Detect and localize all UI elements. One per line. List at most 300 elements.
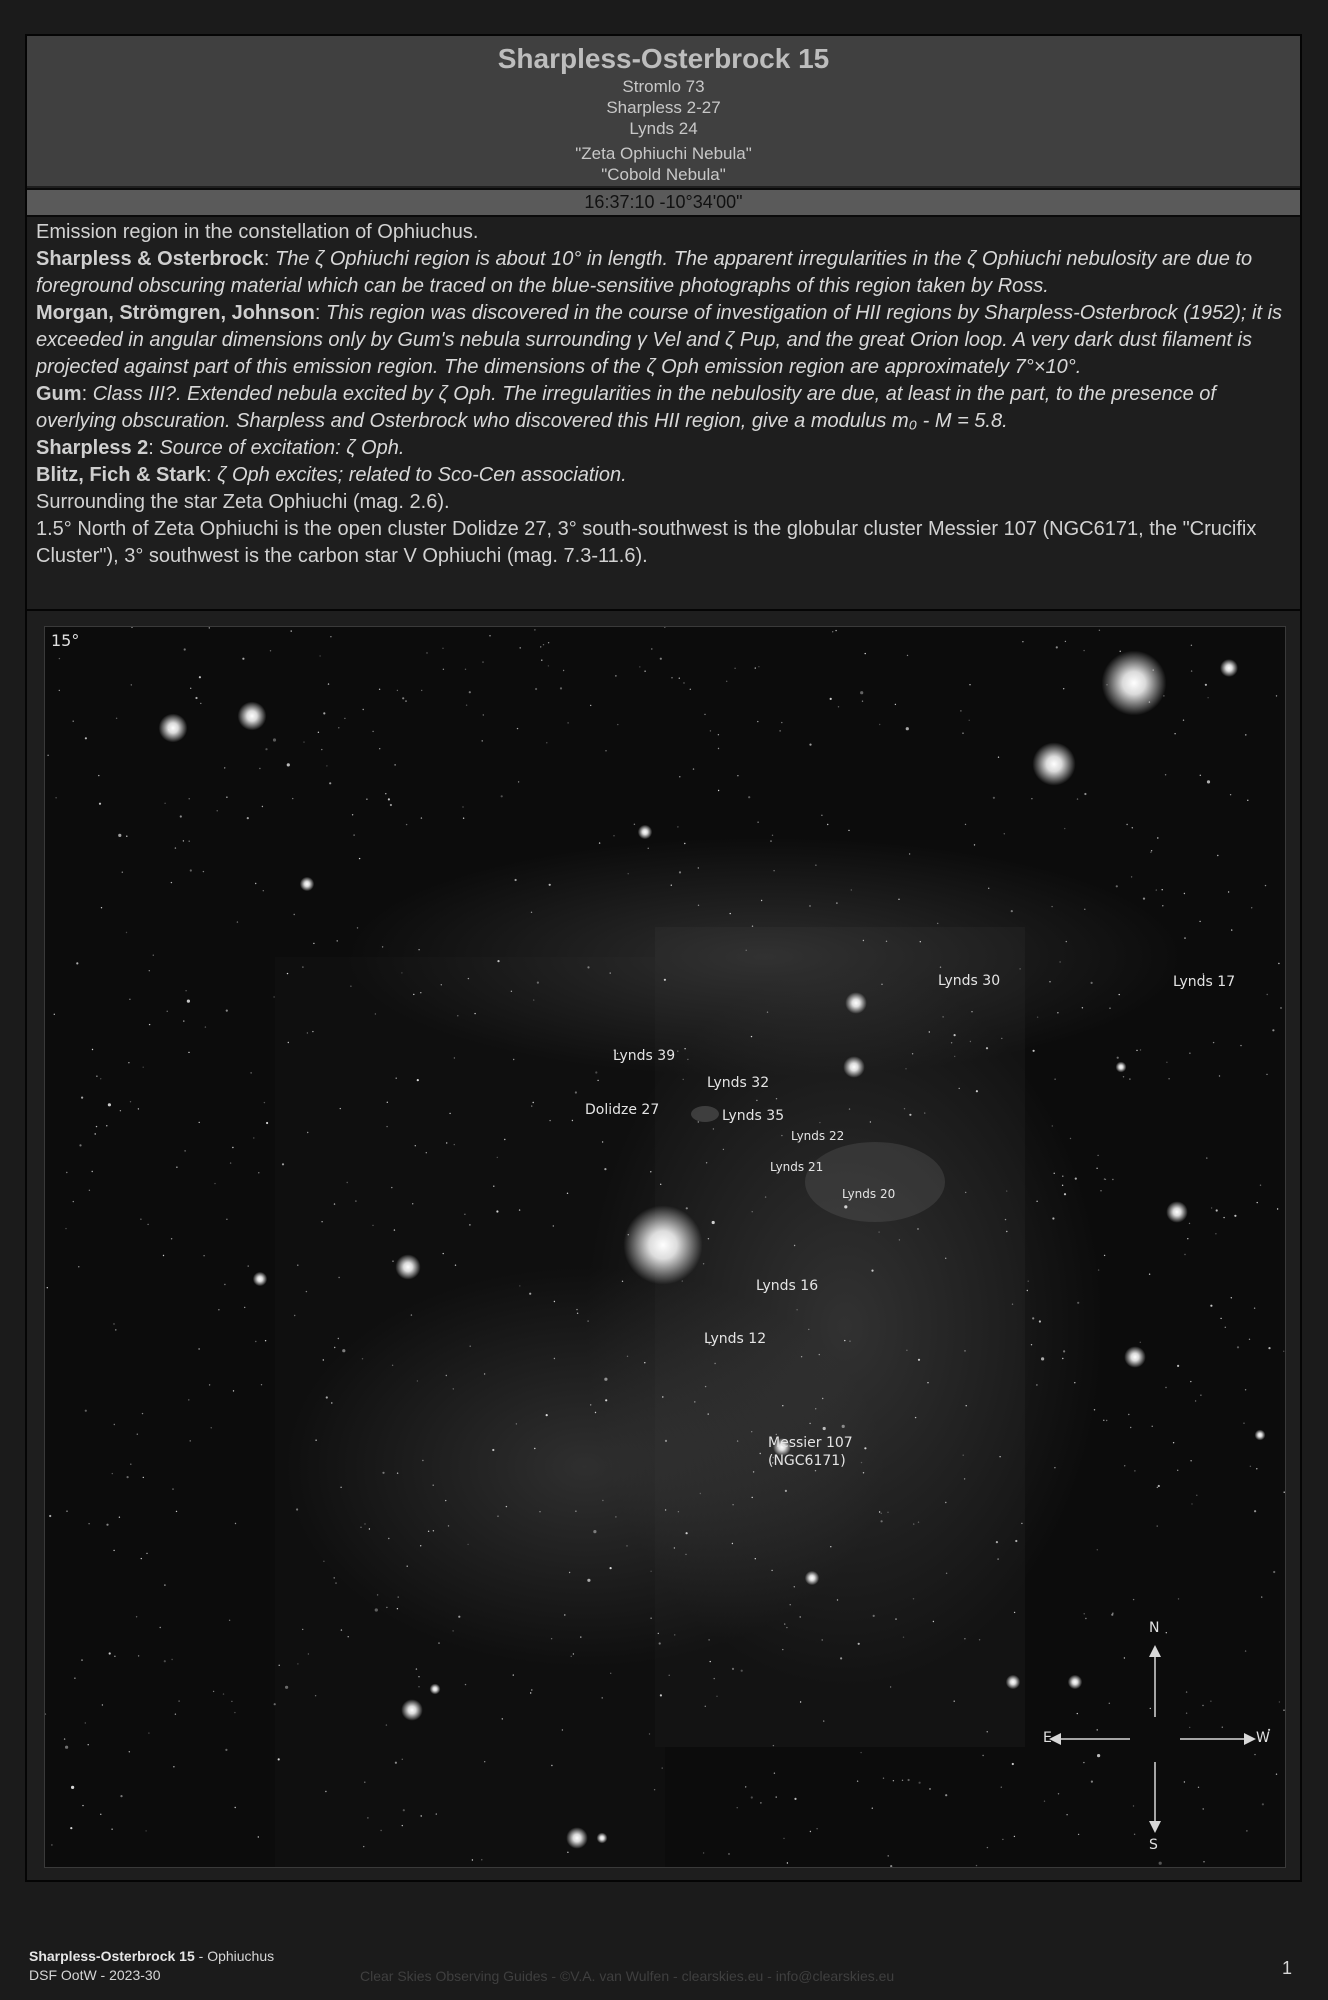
quote-text: ζ Oph excites; related to Sco-Cen association. [217, 464, 627, 486]
faint-star [987, 1731, 988, 1732]
faint-star [390, 804, 392, 806]
faint-star [308, 1653, 309, 1654]
faint-star [148, 1732, 149, 1733]
faint-star [119, 1517, 120, 1518]
faint-star [261, 1384, 262, 1385]
faint-star [1117, 1057, 1119, 1059]
faint-star [1157, 1525, 1158, 1526]
faint-star [395, 1762, 397, 1764]
faint-star [577, 1313, 578, 1314]
faint-star [183, 1020, 184, 1021]
faint-star [95, 1133, 96, 1134]
faint-star [1033, 1050, 1035, 1052]
faint-star [1210, 1701, 1211, 1702]
faint-star [1203, 1808, 1204, 1809]
faint-star [1054, 1173, 1055, 1174]
faint-star [590, 1404, 591, 1405]
faint-star [200, 703, 201, 704]
faint-star [1109, 1008, 1110, 1009]
faint-star [1228, 891, 1229, 892]
faint-star [808, 1329, 809, 1330]
faint-star [987, 1847, 988, 1848]
faint-star [726, 681, 727, 682]
faint-star [1150, 1708, 1151, 1709]
faint-star [1082, 1007, 1083, 1008]
bright-star [1102, 651, 1167, 716]
faint-star [137, 1434, 138, 1435]
faint-star [279, 1665, 280, 1666]
faint-star [1005, 1219, 1006, 1220]
faint-star [543, 644, 544, 645]
faint-star [954, 1034, 956, 1036]
faint-star [1177, 1470, 1178, 1471]
bright-star [566, 1827, 588, 1849]
faint-star [407, 1566, 408, 1567]
faint-star [587, 966, 589, 968]
faint-star [678, 1511, 679, 1512]
faint-star [1129, 1078, 1130, 1079]
faint-star [66, 1172, 67, 1173]
faint-star [964, 1478, 965, 1479]
faint-star [610, 972, 611, 973]
faint-star [288, 1042, 289, 1043]
faint-star [684, 1048, 685, 1049]
faint-star [1083, 650, 1084, 651]
faint-star [54, 1014, 55, 1015]
sky-image [44, 626, 1286, 1868]
faint-star [906, 1350, 907, 1351]
faint-star [1133, 1805, 1134, 1806]
faint-star [998, 757, 999, 758]
faint-star [501, 795, 503, 797]
faint-star [801, 1356, 802, 1357]
faint-star [787, 1862, 788, 1863]
faint-star [848, 830, 849, 831]
faint-star [1112, 1613, 1113, 1614]
faint-star [433, 1485, 434, 1486]
faint-star [810, 1831, 811, 1832]
faint-star [790, 1604, 791, 1605]
faint-star [842, 1425, 845, 1428]
faint-star [1056, 646, 1058, 648]
faint-star [1166, 1062, 1167, 1063]
faint-star [344, 718, 345, 719]
faint-star [776, 1098, 777, 1099]
faint-star [264, 1102, 265, 1103]
faint-star [708, 1238, 709, 1239]
faint-star [660, 1694, 662, 1696]
faint-star [1044, 1801, 1045, 1802]
bright-star [1124, 1346, 1146, 1368]
faint-star [1230, 794, 1231, 795]
faint-star [537, 982, 539, 984]
nickname-cobold: "Cobold Nebula" [601, 165, 726, 184]
faint-star [1063, 1350, 1065, 1352]
faint-star [1267, 994, 1268, 995]
faint-star [462, 806, 463, 807]
faint-star [1196, 1495, 1197, 1496]
faint-star [140, 1219, 141, 1220]
faint-star [679, 871, 681, 873]
faint-star [469, 1224, 470, 1225]
faint-star [108, 1103, 111, 1106]
faint-star [732, 1504, 733, 1505]
faint-star [827, 824, 828, 825]
faint-star [426, 1152, 427, 1153]
faint-star [628, 873, 629, 874]
faint-star [266, 1122, 268, 1124]
label-lynds-30: Lynds 30 [938, 973, 1001, 989]
faint-star [969, 720, 970, 721]
faint-star [185, 990, 186, 991]
faint-star [1195, 1400, 1196, 1401]
faint-star [1085, 1618, 1086, 1619]
faint-star [883, 1778, 884, 1779]
faint-star [1104, 1178, 1105, 1179]
label-dolidze-27: Dolidze 27 [585, 1102, 660, 1118]
faint-star [1177, 1365, 1179, 1367]
faint-star [771, 1570, 772, 1571]
faint-star [756, 1100, 757, 1101]
faint-star [1064, 1193, 1066, 1195]
faint-star [622, 1281, 623, 1282]
faint-star [686, 1532, 688, 1534]
faint-star [966, 1405, 967, 1406]
faint-star [1057, 1012, 1058, 1013]
faint-star [819, 1354, 820, 1355]
faint-star [551, 1765, 552, 1766]
bright-star [395, 1254, 420, 1279]
quote-source: Sharpless & Osterbrock [36, 248, 264, 270]
faint-star [517, 728, 518, 729]
faint-star [881, 1520, 883, 1522]
faint-star [1280, 1007, 1281, 1008]
faint-star [929, 1788, 930, 1789]
faint-star [323, 1561, 324, 1562]
faint-star [682, 1280, 683, 1281]
bright-star [253, 1272, 267, 1286]
faint-star [1283, 1351, 1284, 1352]
faint-star [800, 1616, 801, 1617]
faint-star [484, 1373, 485, 1374]
faint-star [964, 1350, 965, 1351]
faint-star [325, 1791, 326, 1792]
faint-star [198, 1348, 199, 1349]
faint-star [172, 1488, 173, 1489]
bright-star [1032, 742, 1075, 785]
faint-star [773, 1745, 774, 1746]
faint-star [262, 806, 263, 807]
faint-star [274, 1703, 276, 1705]
intro-text: Emission region in the constellation of Ophiuchus. [36, 221, 479, 243]
faint-star [734, 668, 735, 669]
faint-star [674, 1634, 675, 1635]
faint-star [255, 1341, 256, 1342]
faint-star [929, 1031, 930, 1032]
label-lynds-22: Lynds 22 [791, 1129, 845, 1143]
faint-star [153, 955, 154, 956]
faint-star [98, 775, 99, 776]
faint-star [1247, 800, 1248, 801]
faint-star [81, 1097, 83, 1099]
faint-star [737, 775, 738, 776]
faint-star [1174, 733, 1175, 734]
faint-star [1168, 1078, 1169, 1079]
faint-star [113, 1323, 114, 1324]
faint-star [455, 1265, 456, 1266]
faint-star [684, 843, 685, 844]
faint-star [106, 1125, 107, 1126]
faint-star [214, 1183, 215, 1184]
page-number: 1 [1282, 1958, 1293, 1978]
faint-star [131, 684, 132, 685]
faint-star [421, 1815, 422, 1816]
faint-star [529, 1293, 531, 1295]
faint-star [418, 1686, 419, 1687]
quote-morgan: Morgan, Strömgren, Johnson: This region was discovered in the course of investigation of HII regions by Sharpless-Osterbrock (1952); it is exceeded in angular dimensions only by Gum's nebula surrounding γ Vel and ζ Pup, and the great Orion loop. A very dark dust filament is projected against part of this emission region. The dimensions of the ζ Oph emission region are approximately 7°×10°. [36, 302, 1283, 378]
note-nearby: 1.5° North of Zeta Ophiuchi is the open cluster Dolidze 27, 3° south-southwest is the globular cluster Messier 107 (NGC6171, the "Crucifix Cluster"), 3° southwest is the carbon star V Ophiuchi (mag. 7.3-11.6). [36, 518, 1257, 567]
faint-star [879, 1511, 880, 1512]
faint-star [1217, 855, 1218, 856]
bright-star [623, 1205, 702, 1284]
faint-star [328, 683, 329, 684]
faint-star [1150, 852, 1151, 853]
faint-star [1002, 1839, 1003, 1840]
faint-star [273, 738, 276, 741]
faint-star [147, 1224, 148, 1225]
faint-star [1199, 921, 1200, 922]
faint-star [1123, 1076, 1124, 1077]
faint-star [79, 1144, 81, 1146]
faint-star [297, 1265, 298, 1266]
faint-star [909, 853, 910, 854]
faint-star [602, 1500, 603, 1501]
faint-star [375, 1608, 378, 1611]
faint-star [718, 734, 719, 735]
faint-star [546, 1414, 548, 1416]
faint-star [1268, 1347, 1270, 1349]
faint-star [1245, 1389, 1246, 1390]
faint-star [969, 684, 970, 685]
faint-star [142, 1413, 143, 1414]
faint-star [415, 1145, 416, 1146]
faint-star [927, 1382, 928, 1383]
faint-star [1128, 1414, 1129, 1415]
faint-star [945, 1794, 947, 1796]
faint-star [334, 1347, 335, 1348]
faint-star [567, 1852, 568, 1853]
faint-star [648, 848, 649, 849]
faint-star [1134, 1470, 1135, 1471]
faint-star [513, 1674, 514, 1675]
faint-star [1225, 1327, 1226, 1328]
faint-star [796, 1309, 797, 1310]
faint-star [397, 690, 398, 691]
faint-star [422, 1460, 423, 1461]
faint-star [626, 1545, 627, 1546]
faint-star [1099, 630, 1100, 631]
faint-star [751, 1796, 753, 1798]
faint-star [1124, 1657, 1125, 1658]
faint-star [881, 1513, 882, 1514]
faint-star [671, 885, 672, 886]
faint-star [297, 1663, 298, 1664]
faint-star [1254, 1754, 1255, 1755]
faint-star [683, 1079, 684, 1080]
faint-star [999, 1456, 1000, 1457]
faint-star [1054, 1079, 1055, 1080]
faint-star [143, 1067, 144, 1068]
dark-nebula-lynds20 [805, 1142, 945, 1222]
faint-star [781, 722, 782, 723]
faint-star [1186, 1691, 1187, 1692]
faint-star [167, 1011, 168, 1012]
faint-star [784, 1623, 785, 1624]
faint-star [863, 940, 864, 941]
faint-star [130, 1464, 131, 1465]
faint-star [472, 1859, 473, 1860]
faint-star [613, 835, 614, 836]
faint-star [906, 727, 909, 730]
faint-star [751, 1036, 752, 1037]
faint-star [590, 705, 591, 706]
faint-star [1234, 1215, 1236, 1217]
faint-star [564, 1614, 565, 1615]
faint-star [100, 1814, 101, 1815]
faint-star [760, 1453, 761, 1454]
quote-source: Gum [36, 383, 82, 405]
faint-star [321, 749, 322, 750]
faint-star [1140, 1342, 1141, 1343]
faint-star [71, 1786, 74, 1789]
faint-star [82, 1805, 83, 1806]
faint-star [1027, 1290, 1028, 1291]
faint-star [881, 984, 882, 985]
faint-star [1254, 1510, 1256, 1512]
faint-star [572, 1120, 573, 1121]
object-title: Sharpless-Osterbrock 15 [497, 43, 830, 74]
faint-star [1237, 1346, 1239, 1348]
faint-star [873, 1615, 875, 1617]
faint-star [319, 655, 320, 656]
faint-star [195, 697, 197, 699]
faint-star [548, 642, 549, 643]
faint-star [604, 1168, 606, 1170]
footer-credit: Clear Skies Observing Guides - ©V.A. van Wulfen - clearskies.eu - info@clearskies.eu [360, 1968, 895, 1984]
faint-star [190, 1440, 191, 1441]
faint-star [1152, 1426, 1153, 1427]
faint-star [398, 1596, 399, 1597]
faint-star [189, 841, 190, 842]
faint-star [178, 1700, 179, 1701]
faint-star [844, 1340, 845, 1341]
faint-star [712, 1221, 715, 1224]
faint-star [1062, 1358, 1063, 1359]
faint-star [1189, 1053, 1190, 1054]
faint-star [604, 1378, 607, 1381]
faint-star [982, 1755, 983, 1756]
faint-star [858, 1643, 860, 1645]
faint-star [1001, 1787, 1002, 1788]
faint-star [1210, 1305, 1212, 1307]
faint-star [337, 940, 338, 941]
faint-star [836, 902, 837, 903]
faint-star [554, 1301, 555, 1302]
faint-star [323, 1359, 324, 1360]
faint-star [1173, 1442, 1174, 1443]
faint-star [904, 1108, 905, 1109]
faint-star [457, 1015, 458, 1016]
faint-star [748, 796, 750, 798]
bright-star [300, 877, 314, 891]
faint-star [837, 1599, 838, 1600]
faint-star [1250, 1466, 1251, 1467]
faint-star [1064, 828, 1065, 829]
faint-star [421, 690, 422, 691]
faint-star [1096, 1168, 1097, 1169]
faint-star [1032, 1317, 1034, 1319]
faint-star [481, 1859, 482, 1860]
faint-star [760, 1802, 761, 1803]
faint-star [386, 1607, 387, 1608]
faint-star [770, 840, 771, 841]
faint-star [1223, 1217, 1224, 1218]
faint-star [737, 1440, 738, 1441]
faint-star [334, 1577, 335, 1578]
faint-star [449, 1113, 450, 1114]
faint-star [199, 1122, 200, 1123]
faint-star [1112, 1179, 1113, 1180]
faint-star [964, 1638, 965, 1639]
faint-star [382, 1472, 384, 1474]
faint-star [753, 1471, 754, 1472]
faint-star [1283, 1710, 1284, 1711]
faint-star [226, 1219, 227, 1220]
faint-star [231, 1701, 232, 1702]
faint-star [47, 755, 48, 756]
faint-star [549, 1120, 550, 1121]
faint-star [1049, 981, 1050, 982]
bright-star [1220, 659, 1238, 677]
faint-star [263, 890, 264, 891]
faint-star [946, 1573, 947, 1574]
faint-star [677, 1051, 678, 1052]
faint-star [1134, 1834, 1135, 1835]
faint-star [986, 1047, 988, 1049]
faint-star [1077, 798, 1078, 799]
faint-star [541, 660, 542, 661]
bright-star [401, 1699, 423, 1721]
faint-star [59, 658, 60, 659]
faint-star [180, 815, 182, 817]
faint-star [396, 1078, 397, 1079]
faint-star [728, 1853, 729, 1854]
faint-star [895, 1618, 896, 1619]
faint-star [1231, 1297, 1232, 1298]
faint-star [417, 1380, 418, 1381]
faint-star [745, 1786, 746, 1787]
faint-star [115, 1329, 116, 1330]
faint-star [443, 1253, 444, 1254]
faint-star [175, 1714, 176, 1715]
faint-star [1200, 1395, 1201, 1396]
faint-star [189, 798, 190, 799]
faint-star [706, 1162, 707, 1163]
faint-star [560, 687, 562, 689]
faint-star [587, 1320, 588, 1321]
faint-star [1205, 684, 1207, 686]
faint-star [418, 1676, 419, 1677]
